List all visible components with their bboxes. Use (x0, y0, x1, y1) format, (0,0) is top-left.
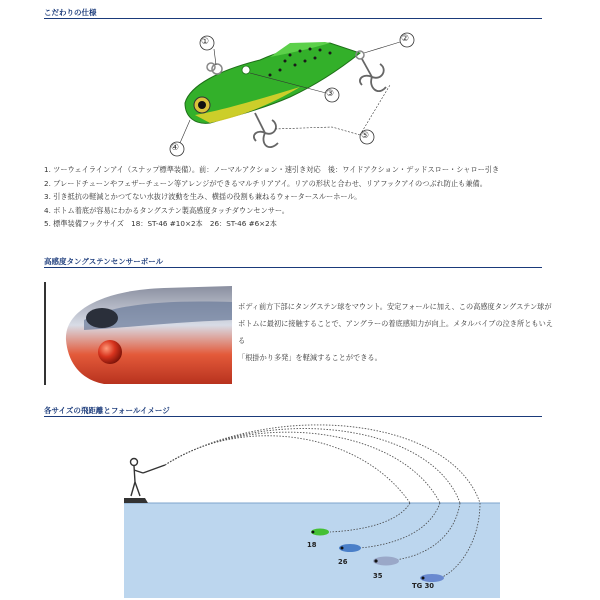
angler (131, 459, 166, 497)
front-line-eye (212, 64, 222, 74)
feature-item: 5. 標準装備フックサイズ 18：ST-46 #10×2本 26：ST-46 #6×2本 (44, 219, 277, 229)
photo-edge-line (44, 282, 46, 385)
front-treble-hook (254, 113, 278, 147)
shore-rock (124, 498, 148, 503)
tungsten-sensor-ball (98, 340, 122, 364)
feature-item: 2. ブレードチューンやフェザーチューン等アレンジができるマルチリアアイ。リアの形状と合わせ、リアフックアイのつぶれ防止も兼備。 (44, 178, 487, 188)
fall-label-tg30: TG 30 (412, 582, 435, 590)
lure-icon-35 (373, 557, 399, 566)
sensor-title-rule (44, 267, 542, 268)
features-title-rule (44, 18, 542, 19)
fall-label-26: 26 (338, 558, 348, 566)
lure-icon-tg30 (420, 574, 444, 582)
sensor-desc-line: 「根掛かり多発」を軽減することができる。 (238, 353, 382, 362)
callout-4-label: ④ (171, 143, 180, 153)
callout-3-label: ③ (326, 89, 335, 99)
callout-5-label: ⑤ (361, 131, 370, 141)
features-section-title: こだわりの仕様 (44, 8, 97, 17)
lure-head-eye (86, 308, 118, 328)
snap-ring (207, 63, 215, 71)
fall-section-title: 各サイズの飛距離とフォールイメージ (44, 406, 170, 415)
water-through-hole (242, 66, 250, 74)
sensor-desc-line: ボトムに最初に接触することで、アングラーの着底感知力が向上。メタルバイブの泣き所ともいえる (238, 319, 553, 345)
lure-icon-26 (339, 544, 361, 552)
sensor-closeup-photo (44, 280, 232, 384)
rear-treble-hook (360, 59, 386, 91)
lure-pupil (198, 101, 206, 109)
callout-2-label: ② (401, 34, 410, 44)
fall-label-18: 18 (307, 541, 317, 549)
features-list (44, 163, 544, 231)
fall-title-rule (44, 416, 542, 417)
feature-item: 3. 引き抵抗の軽減とかつてない水抜け波動を生み、横揺の役割も兼ねるウォータースルーホール。 (44, 192, 362, 202)
lure-body (185, 43, 360, 123)
lure-head-closeup (66, 286, 232, 384)
fall-image-diagram (110, 420, 500, 598)
lure-icon-18 (311, 529, 329, 536)
cast-trajectories (165, 425, 480, 503)
sensor-section-title: 高感度タングステンセンサーボール (44, 257, 164, 266)
fall-label-35: 35 (373, 572, 383, 580)
feature-item: 1. ツーウェイラインアイ（スナップ標準装備）。前：ノーマルアクション・速引き対応 後：ワイドアクション・デッドスロー・シャロー引き (44, 165, 500, 174)
feature-item: 4. ボトム着底が容易にわかるタングステン製高感度タッチダウンセンサー。 (44, 205, 289, 215)
lure-diagram (150, 25, 450, 160)
water-area (124, 503, 500, 598)
callout-1-label: ① (201, 37, 210, 47)
sensor-description (238, 298, 560, 366)
sensor-desc-line: ボディ前方下部にタングステン球をマウント。安定フォールに加え、この高感度タングステン球が (238, 302, 552, 311)
